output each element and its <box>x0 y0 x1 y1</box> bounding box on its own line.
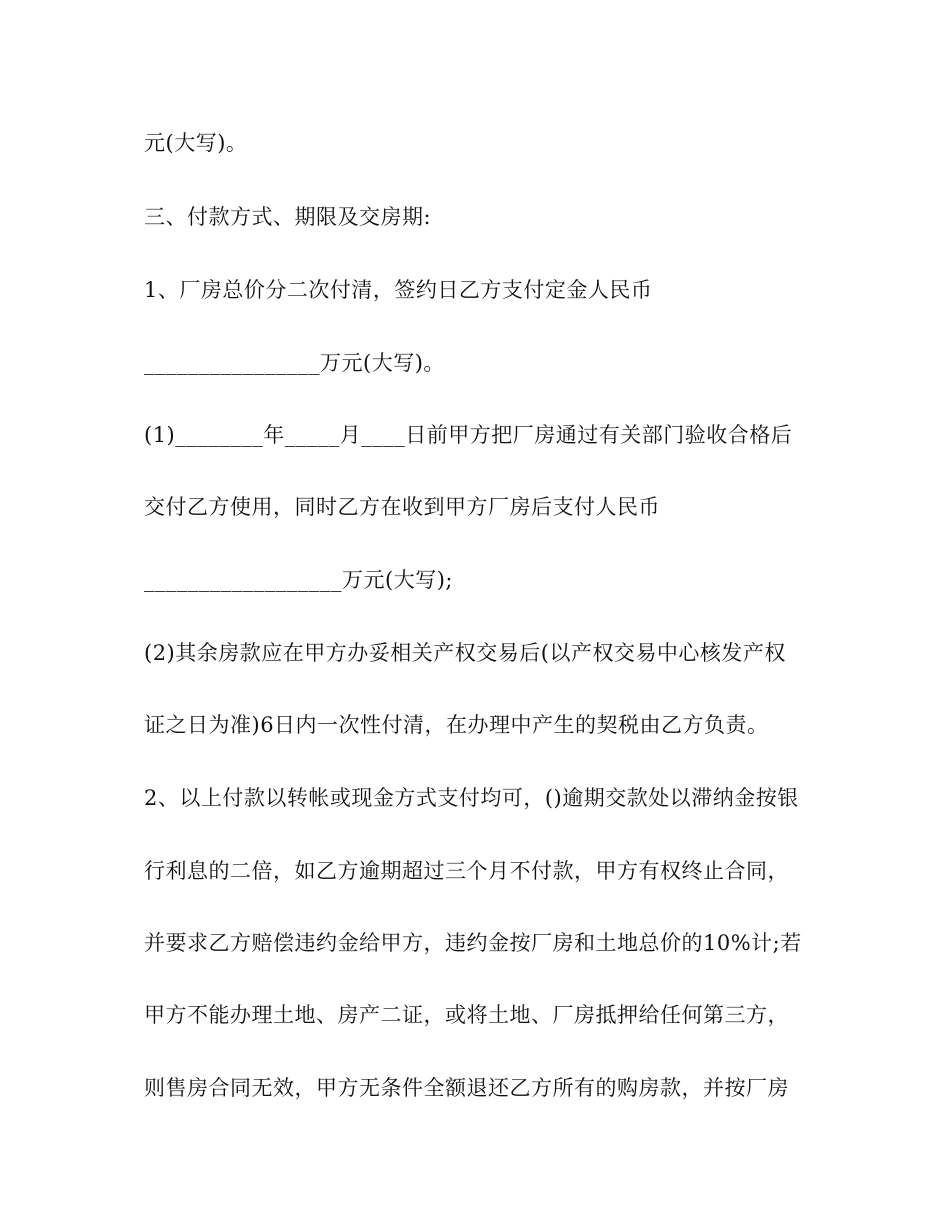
text-line: 甲方不能办理土地、房产二证，或将土地、厂房抵押给任何第三方， <box>144 1003 789 1027</box>
section-heading: 三、付款方式、期限及交房期: <box>144 205 432 229</box>
text-line: (1)________年_____月____日前甲方把厂房通过有关部门验收合格后 <box>144 423 793 447</box>
text-line: 元(大写)。 <box>144 131 248 155</box>
text-line: 交付乙方使用，同时乙方在收到甲方厂房后支付人民币 <box>144 495 660 519</box>
text-line: 2、以上付款以转帐或现金方式支付均可，()逾期交款处以滞纳金按银 <box>144 786 799 810</box>
text-line: (2)其余房款应在甲方办妥相关产权交易后(以产权交易中心核发产权 <box>144 641 786 665</box>
text-line: 证之日为准)6日内一次性付清，在办理中产生的契税由乙方负责。 <box>144 713 769 737</box>
text-line: __________________万元(大写); <box>144 568 453 592</box>
text-line: ________________万元(大写)。 <box>144 351 445 375</box>
text-line: 1、厂房总价分二次付清，签约日乙方支付定金人民币 <box>144 278 653 302</box>
text-line: 则售房合同无效，甲方无条件全额退还乙方所有的购房款，并按厂房 <box>144 1076 789 1100</box>
text-line: 行利息的二倍，如乙方逾期超过三个月不付款，甲方有权终止合同， <box>144 859 789 883</box>
text-line: 并要求乙方赔偿违约金给甲方，违约金按厂房和土地总价的10%计;若 <box>144 931 802 955</box>
